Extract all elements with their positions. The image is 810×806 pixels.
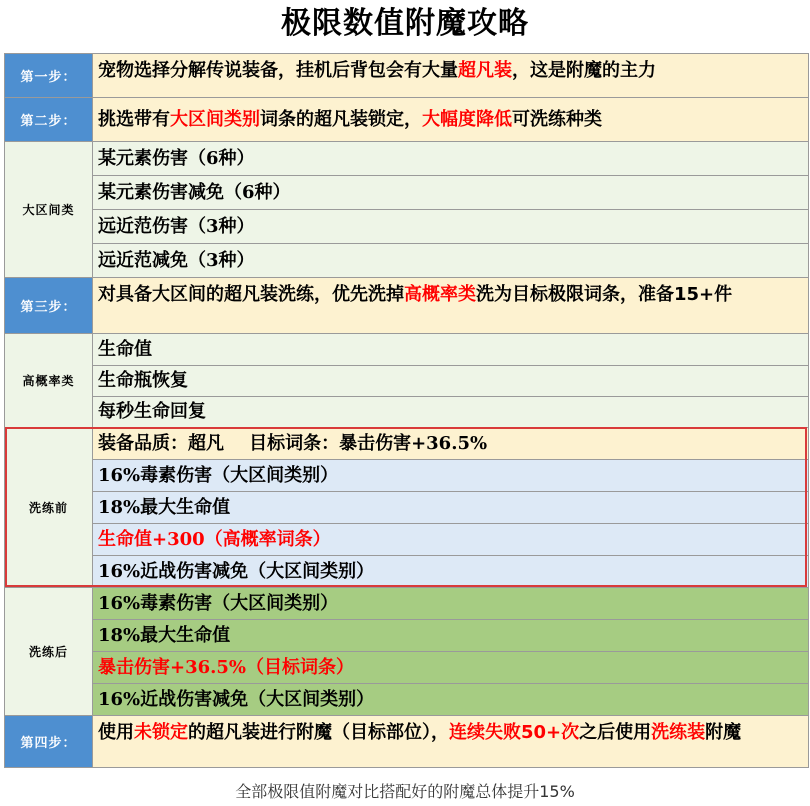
step2-text [93, 98, 809, 142]
step4-highlight1: 未锁定 [134, 722, 188, 743]
page-title: 极限数值附魔攻略 [281, 6, 529, 41]
step4-label: 第四步： [5, 716, 93, 768]
footer-note: 全部极限值附魔对比搭配好的附魔总体提升15% [235, 782, 575, 801]
step1-label: 第一步： [5, 54, 93, 98]
before-label: 洗练前 [5, 428, 93, 588]
step2-text-pre: 挑选带有 [98, 108, 170, 130]
high-prob-item: 生命瓶恢复 [93, 366, 809, 397]
step4-text [93, 716, 809, 768]
step3-text-pre: 对具备大区间的超凡装洗练，优先洗掉 [98, 284, 404, 305]
step3-highlight: 高概率类 [404, 284, 476, 305]
step1-text-post: ，这是附魔的主力 [512, 60, 656, 81]
strategy-table [4, 53, 809, 768]
step2-text-mid: 词条的超凡装锁定， [260, 108, 422, 130]
before-header: 装备品质：超凡 目标词条：暴击伤害+36.5% [93, 428, 809, 460]
after-line-highlight: 暴击伤害+36.5%（目标词条） [93, 652, 809, 684]
step2-highlight2: 大幅度降低 [422, 108, 512, 130]
after-line: 16%毒素伤害（大区间类别） [93, 588, 809, 620]
before-line: 16%近战伤害减免（大区间类别） [93, 556, 809, 588]
step4-text-post: 附魔 [705, 722, 742, 743]
step2-label: 第二步： [5, 98, 93, 142]
step4-text-pre: 使用 [98, 722, 134, 743]
step3-text [93, 278, 809, 334]
big-range-item: 远近范减免（3种） [93, 244, 809, 278]
before-line-highlight: 生命值+300（高概率词条） [93, 524, 809, 556]
after-label: 洗练后 [5, 588, 93, 716]
step1-highlight: 超凡装 [458, 60, 512, 81]
step1-text-pre: 宠物选择分解传说装备，挂机后背包会有大量 [98, 60, 458, 81]
after-line: 16%近战伤害减免（大区间类别） [93, 684, 809, 716]
before-line: 18%最大生命值 [93, 492, 809, 524]
step4-text-mid2: 之后使用 [579, 722, 652, 743]
big-range-item: 远近范伤害（3种） [93, 210, 809, 244]
step3-label: 第三步： [5, 278, 93, 334]
high-prob-label: 高概率类 [5, 334, 93, 428]
big-range-item: 某元素伤害减免（6种） [93, 176, 809, 210]
step3-text-post: 洗为目标极限词条，准备15+件 [476, 284, 733, 305]
high-prob-item: 每秒生命回复 [93, 397, 809, 428]
big-range-label: 大区间类 [5, 142, 93, 278]
after-line: 18%最大生命值 [93, 620, 809, 652]
step2-text-post: 可洗练种类 [512, 108, 602, 130]
step4-text-mid: 的超凡装进行附魔（目标部位）， [188, 722, 449, 743]
step2-highlight1: 大区间类别 [170, 108, 260, 130]
big-range-item: 某元素伤害（6种） [93, 142, 809, 176]
high-prob-item: 生命值 [93, 334, 809, 366]
step4-highlight3: 洗练装 [651, 722, 706, 743]
before-line: 16%毒素伤害（大区间类别） [93, 460, 809, 492]
step4-highlight2: 连续失败50+次 [449, 722, 580, 743]
step1-text [93, 54, 809, 98]
